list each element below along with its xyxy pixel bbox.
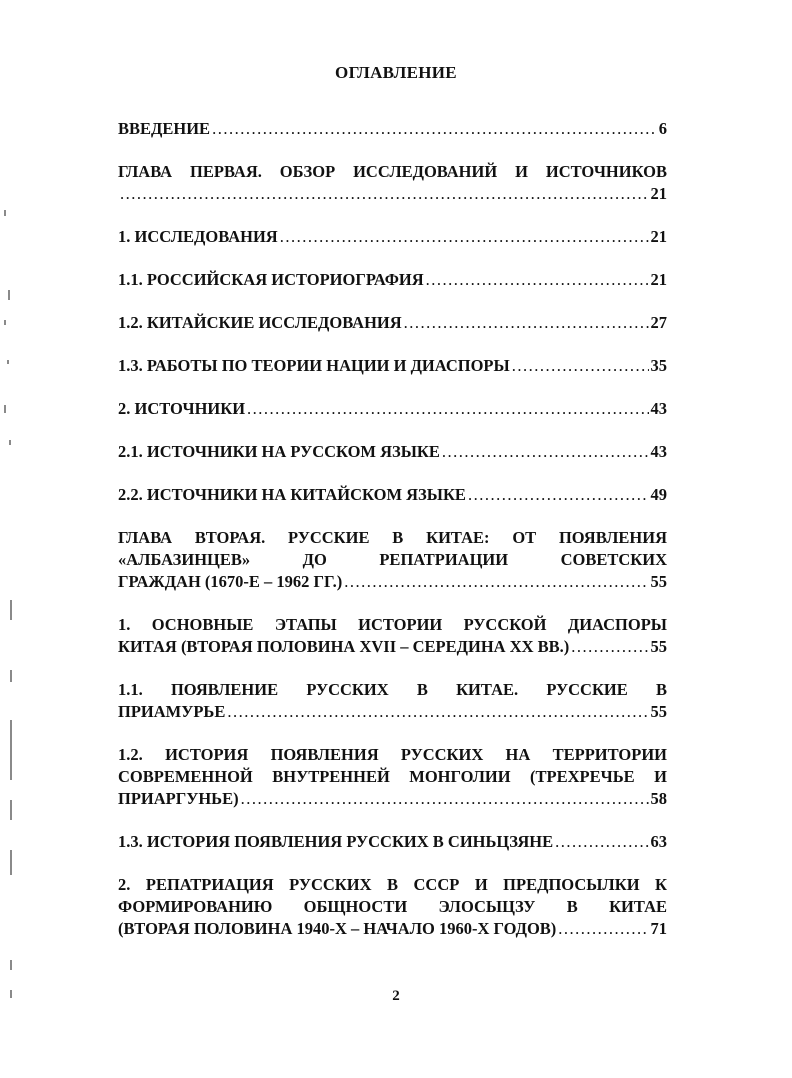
toc-entry[interactable] [118, 874, 667, 940]
table-of-contents [118, 118, 667, 940]
dot-leader [404, 312, 649, 334]
toc-entry-title-continued: ПРИАМУРЬЕ [118, 702, 226, 721]
toc-entry[interactable] [118, 744, 667, 810]
toc-entry[interactable] [118, 398, 667, 420]
dot-leader [227, 701, 648, 723]
toc-entry-title-continued: ПРИАРГУНЬЕ) [118, 789, 239, 808]
toc-entry-title: 1.1. РОССИЙСКАЯ ИСТОРИОГРАФИЯ [118, 270, 424, 289]
dot-leader [344, 571, 648, 593]
dot-leader [442, 441, 649, 463]
toc-entry[interactable] [118, 679, 667, 723]
dot-leader [241, 788, 649, 810]
toc-entry-title: 2.2. ИСТОЧНИКИ НА КИТАЙСКОМ ЯЗЫКЕ [118, 485, 466, 504]
toc-page-number: 21 [650, 227, 667, 246]
toc-entry[interactable] [118, 269, 667, 291]
toc-entry[interactable] [118, 312, 667, 334]
toc-entry-title: 1.3. РАБОТЫ ПО ТЕОРИИ НАЦИИ И ДИАСПОРЫ [118, 356, 510, 375]
toc-entry-title-continued: ФОРМИРОВАНИЮ ОБЩНОСТИ ЭЛОСЫЦЗУ В КИТАЕ [118, 897, 667, 916]
toc-entry-title: ВВЕДЕНИЕ [118, 119, 211, 138]
dot-leader [247, 398, 648, 420]
toc-entry-title: 1.1. ПОЯВЛЕНИЕ РУССКИХ В КИТАЕ. РУССКИЕ В [118, 680, 667, 699]
dot-leader [426, 269, 649, 291]
toc-entry[interactable] [118, 484, 667, 506]
toc-entry-title: 2. РЕПАТРИАЦИЯ РУССКИХ В СССР И ПРЕДПОСЫЛКИ К [118, 875, 667, 894]
toc-page-number: 27 [650, 313, 667, 332]
toc-page-number: 55 [650, 702, 667, 721]
toc-page-number: 6 [658, 119, 667, 138]
toc-entry[interactable] [118, 831, 667, 853]
toc-page-number: 21 [650, 270, 667, 289]
toc-entry-title-continued: ГРАЖДАН (1670-Е – 1962 ГГ.) [118, 572, 343, 591]
dot-leader [571, 636, 648, 658]
toc-page-number: 55 [650, 637, 667, 656]
toc-page-number: 63 [650, 832, 667, 851]
scan-margin-artifacts [4, 200, 24, 1050]
toc-entry-title-continued: КИТАЯ (ВТОРАЯ ПОЛОВИНА XVII – СЕРЕДИНА XX ВВ.) [118, 637, 570, 656]
toc-entry-title: 1. ОСНОВНЫЕ ЭТАПЫ ИСТОРИИ РУССКОЙ ДИАСПОРЫ [118, 615, 667, 634]
toc-page-number: 35 [650, 356, 667, 375]
dot-leader [468, 484, 649, 506]
dot-leader [120, 183, 649, 205]
toc-entry-title-continued: СОВРЕМЕННОЙ ВНУТРЕННЕЙ МОНГОЛИИ (ТРЕХРЕЧЬЕ И [118, 767, 667, 786]
dot-leader [558, 918, 648, 940]
toc-entry-title: 2. ИСТОЧНИКИ [118, 399, 246, 418]
toc-entry-title: 1.2. КИТАЙСКИЕ ИССЛЕДОВАНИЯ [118, 313, 402, 332]
toc-entry-title: ГЛАВА ВТОРАЯ. РУССКИЕ В КИТАЕ: ОТ ПОЯВЛЕНИЯ [118, 528, 667, 547]
toc-entry-title: 2.1. ИСТОЧНИКИ НА РУССКОМ ЯЗЫКЕ [118, 442, 440, 461]
dot-leader [512, 355, 649, 377]
dot-leader [280, 226, 649, 248]
toc-entry[interactable] [118, 226, 667, 248]
toc-page-number: 49 [650, 485, 667, 504]
toc-entry[interactable] [118, 441, 667, 463]
toc-page-number: 21 [650, 184, 667, 203]
toc-entry-title: ГЛАВА ПЕРВАЯ. ОБЗОР ИССЛЕДОВАНИЙ И ИСТОЧНИКОВ [118, 162, 667, 181]
dot-leader [212, 118, 657, 140]
toc-entry[interactable] [118, 355, 667, 377]
dot-leader [555, 831, 648, 853]
toc-page-number: 43 [650, 399, 667, 418]
toc-page-number: 43 [650, 442, 667, 461]
toc-title: ОГЛАВЛЕНИЕ [335, 63, 457, 82]
toc-page-number: 71 [650, 919, 667, 938]
toc-entry-title: 1. ИССЛЕДОВАНИЯ [118, 227, 278, 246]
toc-entry-title: 1.3. ИСТОРИЯ ПОЯВЛЕНИЯ РУССКИХ В СИНЬЦЗЯНЕ [118, 832, 554, 851]
toc-entry-title-continued: «АЛБАЗИНЦЕВ» ДО РЕПАТРИАЦИИ СОВЕТСКИХ [118, 550, 667, 569]
toc-page-number: 58 [650, 789, 667, 808]
toc-entry[interactable] [118, 527, 667, 593]
toc-entry[interactable] [118, 161, 667, 205]
toc-entry-title-continued: (ВТОРАЯ ПОЛОВИНА 1940-Х – НАЧАЛО 1960-Х ГОДОВ) [118, 919, 557, 938]
toc-page-number: 55 [650, 572, 667, 591]
page-number: 2 [392, 988, 400, 1004]
toc-entry-title: 1.2. ИСТОРИЯ ПОЯВЛЕНИЯ РУССКИХ НА ТЕРРИТОРИИ [118, 745, 667, 764]
toc-entry[interactable] [118, 118, 667, 140]
toc-entry[interactable] [118, 614, 667, 658]
